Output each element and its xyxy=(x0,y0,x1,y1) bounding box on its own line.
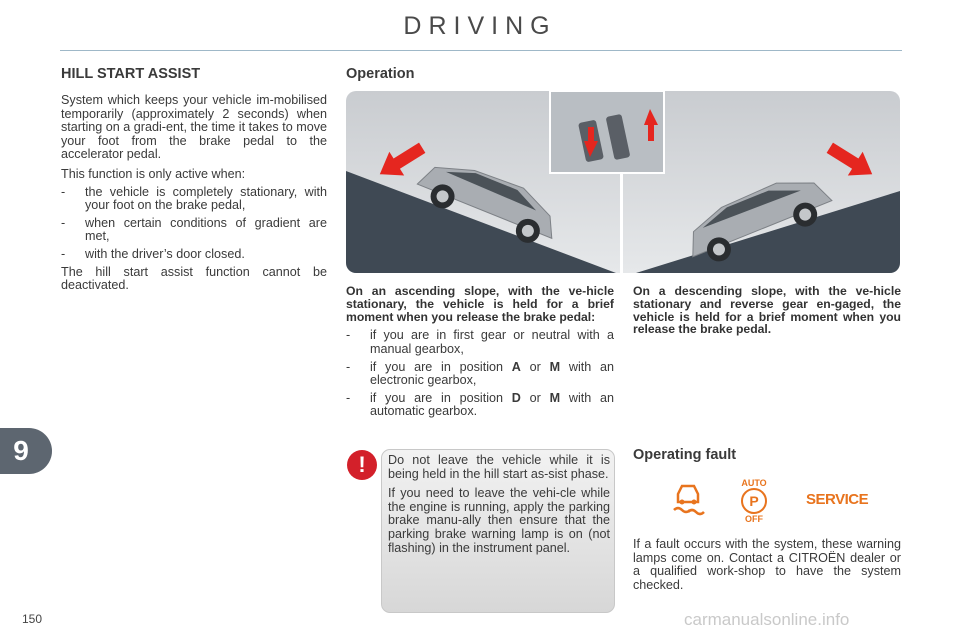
hill-start-illustration xyxy=(346,91,900,273)
list-item: - if you are in first gear or neutral with a manual gearbox, xyxy=(346,328,614,356)
left-column xyxy=(61,94,327,299)
fault-heading: Operating fault xyxy=(633,447,737,463)
intro-paragraph: System which keeps your vehicle im-mobilised temporarily (approximately 2 seconds) when starting on a gradi-ent, the time it takes to move your foot from the brake pedal to the accelerator pedal. xyxy=(61,93,327,162)
ascending-caption: On an ascending slope, with the ve-hicle stationary, the vehicle is held for a brief moment when you release the brake pedal: xyxy=(346,284,614,324)
list-item: - with the driver’s door closed. xyxy=(61,246,245,261)
chapter-number: 9 xyxy=(13,435,29,466)
descending-caption: On a descending slope, with the ve-hicle stationary and reverse gear en-gaged, the vehicle is held for a brief moment when you release the brake pedal. xyxy=(633,284,901,337)
page-title: DRIVING xyxy=(403,12,557,40)
list-item: - when certain conditions of gradient are met, xyxy=(61,215,327,244)
section-heading: HILL START ASSIST xyxy=(61,66,201,82)
gearbox-list xyxy=(346,329,614,419)
parking-p-icon: P xyxy=(741,488,767,514)
stability-warning-icon xyxy=(668,478,708,518)
condition-intro: This function is only active when: xyxy=(61,166,246,181)
warning-text xyxy=(388,454,610,561)
condition-list xyxy=(61,186,327,262)
warning-paragraph-2: If you need to leave the vehi-cle while the engine is running, apply the parking brake manu-ally then ensure that the parking brake warning lamp is on (not flashing) in the instrument panel. xyxy=(388,486,610,555)
arrow-back-right-icon xyxy=(822,136,879,186)
fault-text: If a fault occurs with the system, these warning lamps come on. Contact a CITROËN dealer or a qualified work-shop to have the system checked. xyxy=(633,537,901,592)
arrow-back-left-icon xyxy=(372,136,429,186)
list-item: - if you are in position A or M with an electronic gearbox, xyxy=(346,359,614,388)
header-divider xyxy=(60,50,902,51)
pedal-inset xyxy=(550,91,664,173)
service-lamp: SERVICE xyxy=(806,491,869,508)
note-paragraph: The hill start assist function cannot be deactivated. xyxy=(61,264,327,293)
operation-heading: Operation xyxy=(346,66,415,82)
watermark: carmanualsonline.info xyxy=(684,610,850,629)
illustration-svg xyxy=(346,91,900,273)
list-item: - the vehicle is completely stationary, with your foot on the brake pedal, xyxy=(61,184,327,213)
exclamation-warning-icon: ! xyxy=(347,450,377,480)
warning-paragraph-1: Do not leave the vehicle while it is being held in the hill start as-sist phase. xyxy=(388,453,610,481)
page-number: 150 xyxy=(22,612,43,626)
ascending-block xyxy=(346,285,614,423)
list-item: - if you are in position D or M with an automatic gearbox. xyxy=(346,390,614,419)
auto-p-off-lamp: AUTO P OFF xyxy=(741,478,767,524)
